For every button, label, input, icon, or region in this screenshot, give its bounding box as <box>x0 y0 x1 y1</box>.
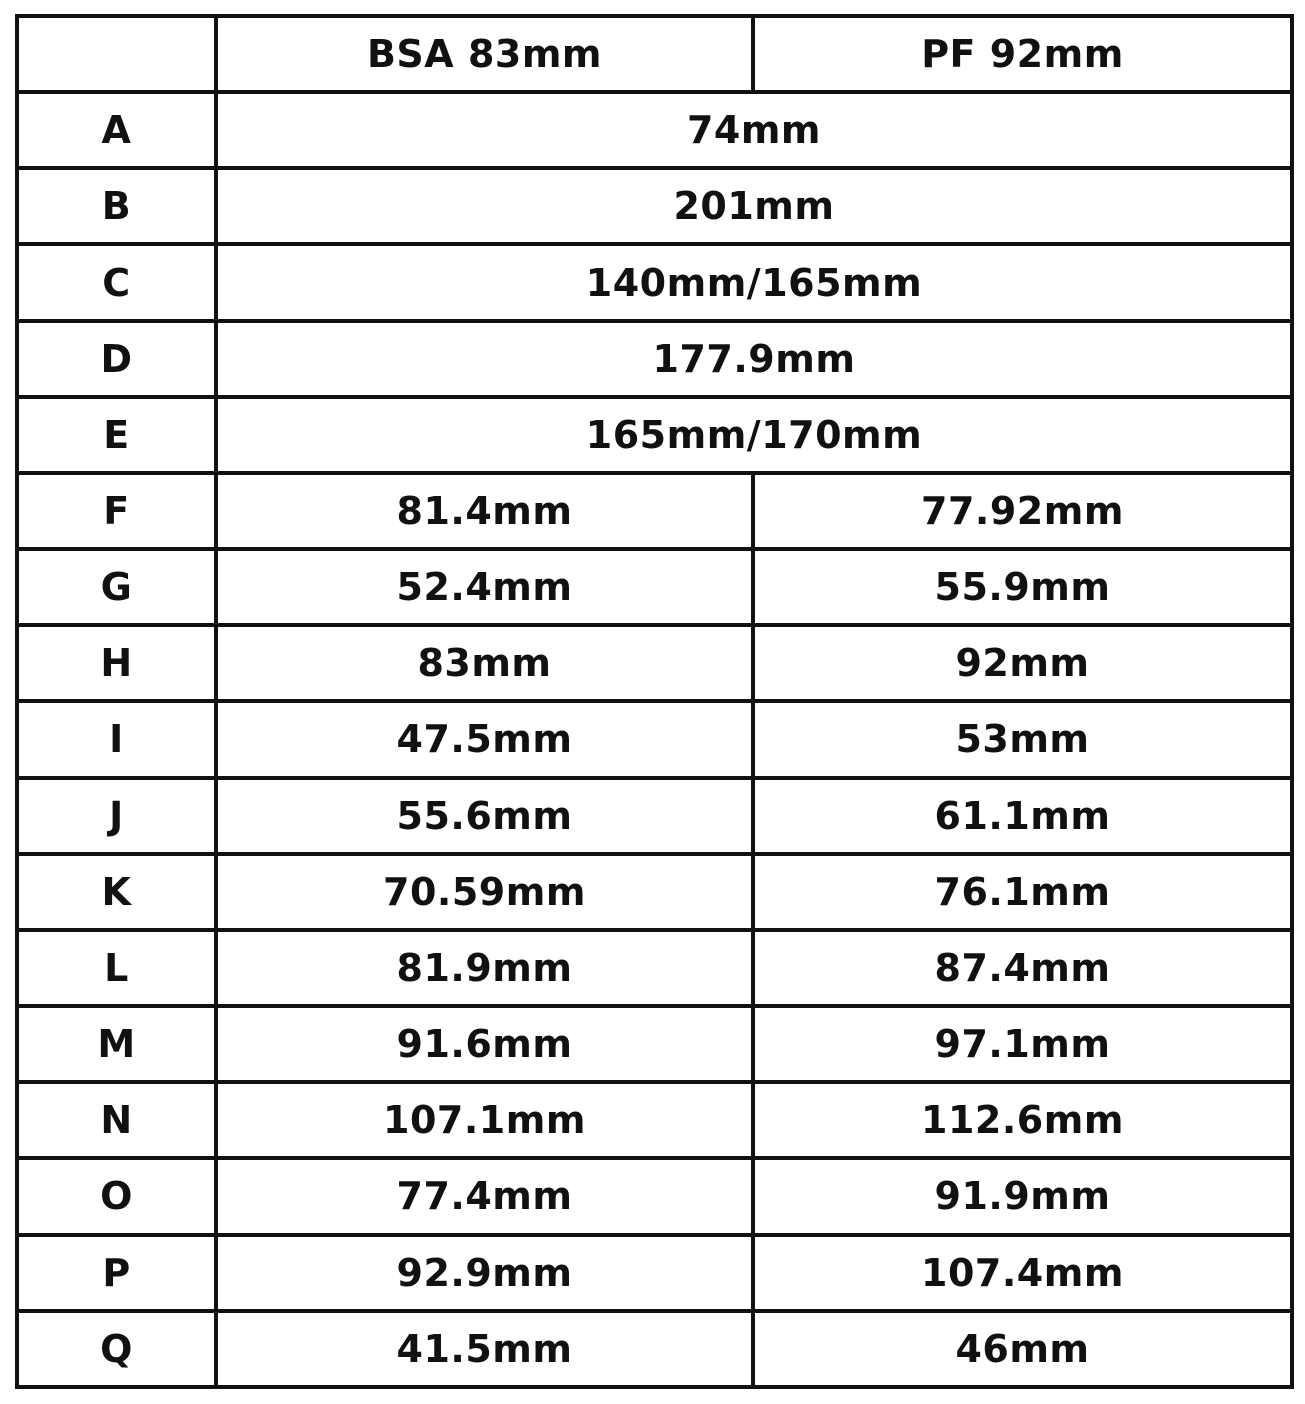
bsa-value: 81.9mm <box>216 930 753 1006</box>
row-label: K <box>17 854 216 930</box>
row-label: C <box>17 244 216 320</box>
bsa-value: 52.4mm <box>216 549 753 625</box>
pf-value: 112.6mm <box>753 1082 1292 1158</box>
table-row <box>17 549 1292 625</box>
pf-value: 87.4mm <box>753 930 1292 1006</box>
bsa-value: 70.59mm <box>216 854 753 930</box>
bsa-value: 55.6mm <box>216 778 753 854</box>
pf-value: 55.9mm <box>753 549 1292 625</box>
bsa-value: 77.4mm <box>216 1158 753 1234</box>
row-label: F <box>17 473 216 549</box>
row-label: H <box>17 625 216 701</box>
bsa-value: 107.1mm <box>216 1082 753 1158</box>
table-row <box>17 397 1292 473</box>
table-header-row <box>17 16 1292 92</box>
table-row <box>17 930 1292 1006</box>
table-row <box>17 701 1292 777</box>
row-label: A <box>17 92 216 168</box>
shared-value: 177.9mm <box>216 321 1292 397</box>
table-row <box>17 778 1292 854</box>
bsa-value: 47.5mm <box>216 701 753 777</box>
column-header-pf: PF 92mm <box>753 16 1292 92</box>
table-row <box>17 1158 1292 1234</box>
row-label: P <box>17 1235 216 1311</box>
bsa-value: 91.6mm <box>216 1006 753 1082</box>
pf-value: 107.4mm <box>753 1235 1292 1311</box>
row-label: L <box>17 930 216 1006</box>
bsa-value: 83mm <box>216 625 753 701</box>
row-label: Q <box>17 1311 216 1387</box>
corner-cell <box>17 16 216 92</box>
row-label: O <box>17 1158 216 1234</box>
row-label: I <box>17 701 216 777</box>
shared-value: 165mm/170mm <box>216 397 1292 473</box>
bsa-value: 81.4mm <box>216 473 753 549</box>
pf-value: 91.9mm <box>753 1158 1292 1234</box>
pf-value: 46mm <box>753 1311 1292 1387</box>
table-row <box>17 473 1292 549</box>
dimension-table <box>15 14 1294 1389</box>
row-label: E <box>17 397 216 473</box>
pf-value: 77.92mm <box>753 473 1292 549</box>
bsa-value: 92.9mm <box>216 1235 753 1311</box>
shared-value: 140mm/165mm <box>216 244 1292 320</box>
bsa-value: 41.5mm <box>216 1311 753 1387</box>
pf-value: 53mm <box>753 701 1292 777</box>
row-label: B <box>17 168 216 244</box>
table-row <box>17 1082 1292 1158</box>
table-row <box>17 92 1292 168</box>
shared-value: 74mm <box>216 92 1292 168</box>
table-row <box>17 1006 1292 1082</box>
row-label: G <box>17 549 216 625</box>
pf-value: 92mm <box>753 625 1292 701</box>
table-row <box>17 854 1292 930</box>
row-label: N <box>17 1082 216 1158</box>
table-row <box>17 168 1292 244</box>
column-header-bsa: BSA 83mm <box>216 16 753 92</box>
pf-value: 97.1mm <box>753 1006 1292 1082</box>
table-row <box>17 1311 1292 1387</box>
pf-value: 61.1mm <box>753 778 1292 854</box>
table-row <box>17 244 1292 320</box>
table-row <box>17 321 1292 397</box>
shared-value: 201mm <box>216 168 1292 244</box>
row-label: D <box>17 321 216 397</box>
row-label: J <box>17 778 216 854</box>
table-row <box>17 625 1292 701</box>
row-label: M <box>17 1006 216 1082</box>
pf-value: 76.1mm <box>753 854 1292 930</box>
table-row <box>17 1235 1292 1311</box>
